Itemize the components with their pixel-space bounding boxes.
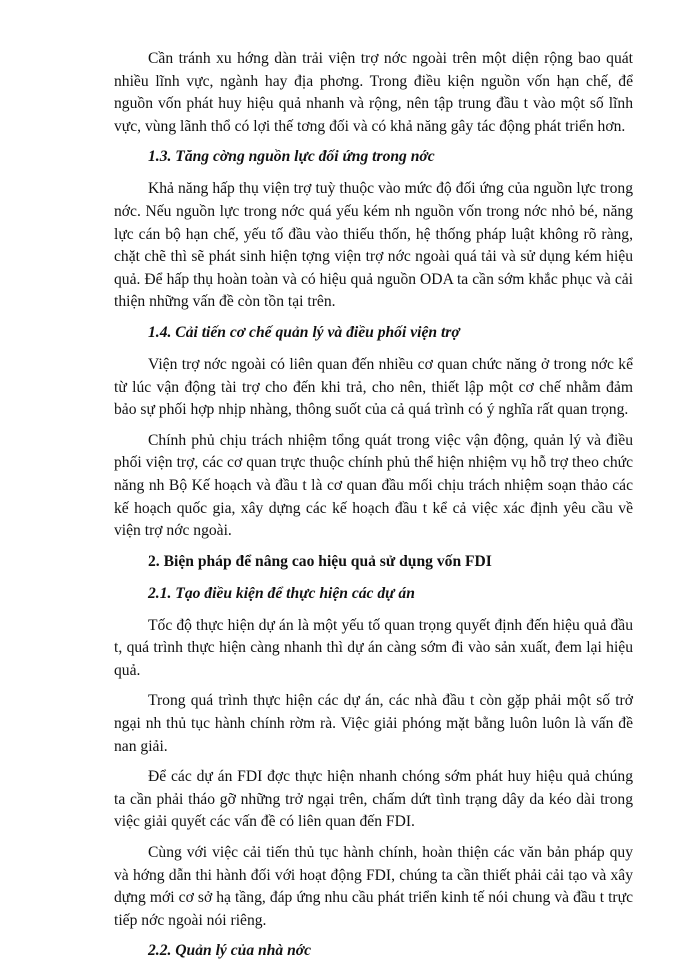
heading-2: 2. Biện pháp để nâng cao hiệu quả sử dụng vốn FDI [148,552,492,570]
paragraph-obstacles: Trong quá trình thực hiện các dự án, các nhà đầu t còn gặp phải một số trở ngại nh thủ tục hành chính rờm rà. Việc giải phóng mặt bằng luôn luôn là vấn đề nan giải. [114,692,633,755]
heading-2-1: 2.1. Tạo điều kiện để thực hiện các dự án [148,584,415,602]
paragraph-coordination-mechanism: Viện trợ nớc ngoài có liên quan đến nhiều cơ quan chức năng ở trong nớc kể từ lúc vận động tài trợ cho đến khi trả, cho nên, thiết lập một cơ chế nhằm đảm bảo sự phối hợp nhịp nhàng, thông suốt của cả quá trình có ý nghĩa rất quan trọng. [114,355,633,419]
paragraph-remove-obstacles: Để các dự án FDI đợc thực hiện nhanh chóng sớm phát huy hiệu quả chúng ta cần phải tháo gỡ những trở ngại trên, chấm dứt tình trạng dây da kéo dài trong việc giải quyết các vấn đề có liên quan đến FDI. [114,768,633,831]
paragraph-implementation-speed: Tốc độ thực hiện dự án là một yếu tố quan trọng quyết định đến hiệu quả đầu t, quá trình thực hiện càng nhanh thì dự án càng sớm đi vào sản xuất, đem lại hiệu quả. [114,616,633,679]
paragraph-government-responsibility: Chính phủ chịu trách nhiệm tổng quát trong việc vận động, quản lý và điều phối viện trợ, các cơ quan trực thuộc chính phủ thể hiện nhiệm vụ hỗ trợ theo chức năng nh Bộ Kế hoạch và đầu t là cơ quan đầu mối chịu trách nhiệm soạn thảo các kế hoạch quốc gia, xây dựng các kế hoạch đầu t kể cả việc xác định yêu cầu về viện trợ nớc ngoài. [114,431,633,540]
paragraph-avoid-spreading-aid: Cần tránh xu hớng dàn trải viện trợ nớc ngoài trên một diện rộng bao quát nhiều lĩnh vực, ngành hay địa phơng. Trong điều kiện nguồn vốn hạn chế, để nguồn vốn phát huy hiệu quả nhanh và rộng, nên tập trung đầu t vào một số lĩnh vực, vùng lãnh thổ có lợi thế tơng đối và có khả năng gây tác động phát triển hơn. [114,50,633,135]
paragraph-infrastructure: Cùng với việc cải tiến thủ tục hành chính, hoàn thiện các văn bản pháp quy và hớng dẫn thi hành đối với hoạt động FDI, chúng ta cần thiết phải cải tạo và xây dựng mới cơ sở hạ tầng, đáp ứng nhu cầu phát triển kinh tế nói chung và đầu t trực tiếp nớc ngoài nói riêng. [114,844,633,929]
paragraph-absorption-capacity: Khả năng hấp thụ viện trợ tuỳ thuộc vào mức độ đối ứng của nguồn lực trong nớc. Nếu nguồn lực trong nớc quá yếu kém nh nguồn vốn trong nớc nhỏ bé, năng lực cán bộ hạn chế, yếu tố đầu vào thiếu thốn, hệ thống pháp luật không rõ ràng, chặt chẽ thì sẽ phát sinh hiện tợng viện trợ nớc ngoài quá tải và sử dụng kém hiệu quả. Để hấp thụ hoàn toàn và có hiệu quả nguồn ODA ta cần sớm khắc phục và cải thiện những vấn đề còn tồn tại trên. [114,180,633,311]
heading-1-3: 1.3. Tăng cờng nguồn lực đối ứng trong nớc [148,148,435,166]
heading-2-2: 2.2. Quản lý của nhà nớc [148,942,312,960]
heading-1-4: 1.4. Cải tiến cơ chế quản lý và điều phối viện trợ [148,323,460,341]
document-body [114,48,633,972]
